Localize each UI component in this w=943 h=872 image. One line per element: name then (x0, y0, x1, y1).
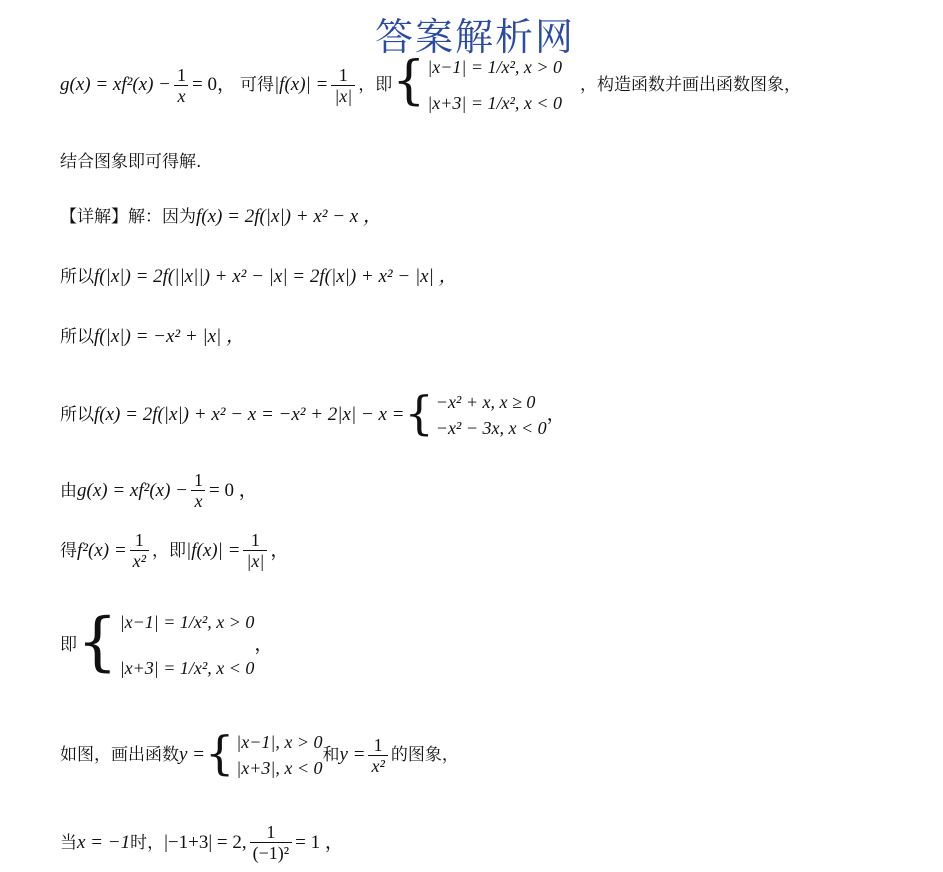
math: g(x) = xf²(x) − (60, 74, 171, 95)
fraction (368, 735, 387, 776)
watermark: 答案解析网 (375, 15, 576, 59)
text: 当 (60, 832, 77, 853)
piecewise-brace: { |x−1|, x > 0 |x+3|, x < 0 (205, 726, 323, 780)
text: 所以 (60, 267, 94, 287)
math: |f(x)| = (186, 539, 241, 561)
solution-line-2 (60, 150, 201, 174)
math: g(x) = xf²(x) − (77, 479, 188, 501)
denominator: x² (130, 550, 149, 571)
text: 所以 (60, 405, 94, 425)
fraction (174, 65, 189, 106)
solution-line-1 (60, 51, 802, 115)
math: f(x) = 2f(|x|) + x² − x = −x² + 2|x| − x = (94, 404, 405, 425)
numerator: 1 (266, 822, 276, 842)
solution-line-8 (60, 530, 289, 571)
case: |x+3| = 1/x², x < 0 (119, 658, 255, 678)
math: ， (254, 634, 274, 655)
text: ，即 (152, 540, 187, 561)
math: |f(x)| = (273, 74, 329, 95)
solution-line-3 (60, 205, 382, 229)
fraction (243, 530, 267, 571)
math: f(x) = 2f(|x|) + x² − x ， (196, 206, 382, 227)
numerator: 1 (134, 530, 144, 550)
numerator: 1 (250, 530, 260, 550)
piecewise-brace: { |x−1| = 1/x², x > 0 |x+3| = 1/x², x < 0 (77, 605, 255, 679)
math: f²(x) = (77, 539, 127, 561)
numerator: 1 (338, 64, 348, 85)
denominator: x (174, 85, 188, 106)
text: 时， (130, 832, 165, 853)
math: f(|x|) = −x² + |x| ， (94, 326, 246, 347)
math: y = (339, 744, 366, 765)
text: 即 (60, 635, 77, 655)
math: = 0， (191, 74, 236, 95)
case: |x−1| = 1/x², x > 0 (119, 612, 255, 632)
text: ，即 (358, 75, 393, 95)
solution-line-7 (60, 470, 258, 511)
case: −x² − 3x, x < 0 (435, 418, 547, 438)
text: ，构造函数并画出函数图象， (580, 75, 802, 95)
denominator: x² (368, 755, 387, 776)
text: 和 (322, 745, 340, 765)
math: |−1+3| = 2, (164, 831, 247, 853)
solution-line-10 (60, 726, 459, 780)
text: 的图象， (390, 745, 459, 765)
math: = 0 ， (208, 479, 258, 501)
text: 所以 (60, 327, 94, 347)
denominator: (−1)² (250, 842, 293, 863)
fraction (331, 65, 355, 106)
solution-line-9 (60, 605, 274, 680)
case: −x² + x, x ≥ 0 (435, 392, 536, 412)
math: x = −1 (77, 831, 131, 853)
solution-line-4 (60, 265, 458, 289)
text: 可得 (239, 75, 274, 95)
text: 如图，画出函数 (60, 745, 179, 765)
piecewise-brace: { −x² + x, x ≥ 0 −x² − 3x, x < 0 (404, 386, 547, 440)
case: |x+3|, x < 0 (236, 758, 323, 778)
piecewise-brace: { |x−1| = 1/x², x > 0 |x+3| = 1/x², x < 0 (392, 51, 563, 113)
solution-line-11 (60, 822, 344, 863)
fraction (191, 470, 206, 511)
case: |x−1| = 1/x², x > 0 (427, 57, 563, 77)
fraction (130, 530, 149, 571)
case: |x+3| = 1/x², x < 0 (427, 93, 563, 113)
denominator: x (191, 490, 205, 511)
numerator: 1 (193, 470, 203, 490)
denominator: |x| (331, 85, 355, 106)
text: 结合图象即可得解. (60, 152, 202, 172)
math: ， (546, 404, 566, 425)
denominator: |x| (243, 550, 267, 571)
math: ， (270, 539, 290, 561)
text: 【详解】解：因为 (60, 207, 196, 227)
solution-line-5 (60, 325, 245, 349)
text: 得 (60, 540, 77, 561)
math: f(|x|) = 2f(||x||) + x² − |x| = 2f(|x|) + x² − |x| ， (94, 266, 458, 287)
math: y = (179, 744, 206, 765)
text: 由 (60, 480, 77, 501)
math: = 1 ， (295, 831, 344, 853)
fraction (250, 822, 293, 863)
numerator: 1 (373, 734, 383, 755)
numerator: 1 (176, 64, 186, 85)
solution-line-6 (60, 386, 566, 440)
case: |x−1|, x > 0 (236, 732, 323, 752)
